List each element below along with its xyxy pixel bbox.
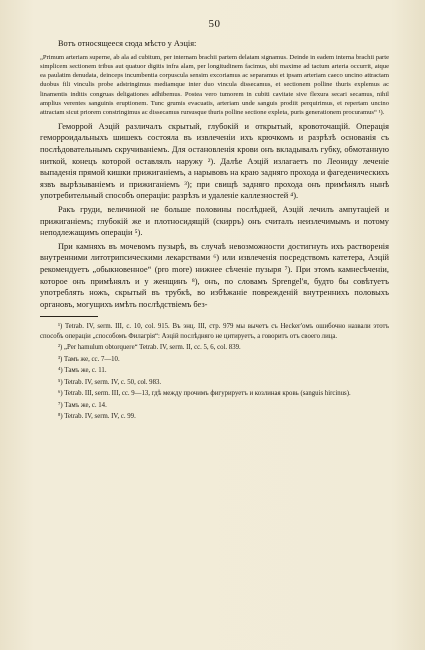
footnote: ³) Тамъ же, cc. 7—10.: [58, 355, 120, 363]
footnotes: [40, 322, 389, 422]
paragraph-bladder-stones: При камняхъ въ мочевомъ пузырѣ, въ случаѣ невозможности достигнуть ихъ растворенія внутренними литотрипсическими лекарствами ⁶) или извлеченія посредствомъ катетера, Аэцій рекомендуетъ „обыкновенное“ (pro more) нижнее сѣченіе пузыря ⁷). При этомъ камнесѣченіи, которое онъ примѣнялъ и у женщинъ ⁸), онъ, по словамъ Sprengel'я, будто бы совѣтуетъ употреблять ножъ, скрытый въ трубкѣ, во избѣжаніе поврежденій внутреннихъ половыхъ органовъ, могущихъ имѣть послѣдствіемъ без-: [40, 241, 389, 309]
footnote: ⁸) Tetrab. IV, serm. IV, c. 99.: [58, 413, 136, 421]
intro-line: Вотъ относящееся сюда мѣсто у Аэція:: [58, 39, 197, 48]
footnote-divider: [40, 316, 98, 317]
footnote: ⁶) Tetrab. III, serm. III, cc. 9—13, гдѣ между прочимъ фигурируетъ и козлиная кровь (sanguis hircinus).: [58, 390, 351, 398]
footnote: ⁴) Тамъ же, c. 11.: [58, 367, 107, 375]
paragraph-breast-cancer: Ракъ груди, величиной не больше половины послѣдней, Аэцій лечилъ ампутаціей и прижиганіемъ; глубокій же и плотносидящій (скирръ) онъ считалъ неизлечимымъ и потому неподлежащимъ операціи ⁵).: [40, 205, 389, 238]
footnote: ⁷) Тамъ же, c. 14.: [58, 401, 107, 409]
footnote: ²) „Per hamulum obtorquere“ Tetrab. IV, serm. II, cc. 5, 6, col. 839.: [58, 344, 241, 352]
latin-quote: „Primum arteriam superne, ab ala ad cubitum, per internam brachii partem delatam signamus. Deinde in eadem interna brachii parte simplicem sectionem tribus aut quatuor digitis infra alam, per longitudinem facimus, ubi maxime ad tactum arteria occurrit, atque ea paulatim denudata, deinceps incumbentia corpuscula sensim excoriamus ac separamus et ipsam arteriam caeco uncino attractam duobus fili vinculis probe adstringimus mediamque inter duo vincula dissecamus, et sectionem polline thuris explemus ac linamentis inditis congruas deligationes adhibemus. Postea vero tumorem in cubiti cavitate sive flexura secari secamus, nihil amplius verentes sanguinis eruptionem. Tunc grumis evacuatis, arteriam unde sanguis prodiit perquirimus, et repertam uncino attractam sicut priorem constringimus ac dissecamus rursusque thuris polline sectione expleta, puris generationem procuramus“ ¹).: [40, 54, 389, 116]
paragraph-hemorrhoids: Геморрой Аэцій различалъ скрытый, глубокій и открытый, кровоточащій. Операція геморроидальныхъ шишекъ состояла въ извлеченіи ихъ крючкомъ и разрѣзѣ основанія съ послѣдовательнымъ скручиваніемъ. Для остановленія крови онъ вкладывалъ губку, обмотанную ниткой, конецъ которой оставлялъ наружу ²). Далѣе Аэцій излагаетъ по Леониду леченіе выпаденія прямой кишки прижиганіемъ, а нарывовъ на краю задняго прохода и фагеденическихъ язвъ вырѣзываніемъ и прижиганіемъ ³); при свищѣ задняго прохода онъ примѣнялъ нынѣ употребительный способъ операціи: разрѣзъ и удаленіе каллезностей ⁴).: [40, 121, 389, 201]
page-number: 50: [208, 18, 221, 30]
footnote: ¹) Tetrab. IV, serm. III, c. 10, col. 915. Въ энц. III, стр. 979 мы вычетъ съ Несkег'омъ ошибочно назвали этотъ способъ операціи „способомъ Филагрія“: Аэцій послѣдняго не цитируетъ, а говоритъ отъ своего лица.: [40, 323, 389, 340]
footnote: ⁵) Tetrab. IV, serm. IV, c. 50, col. 983.: [58, 378, 162, 386]
